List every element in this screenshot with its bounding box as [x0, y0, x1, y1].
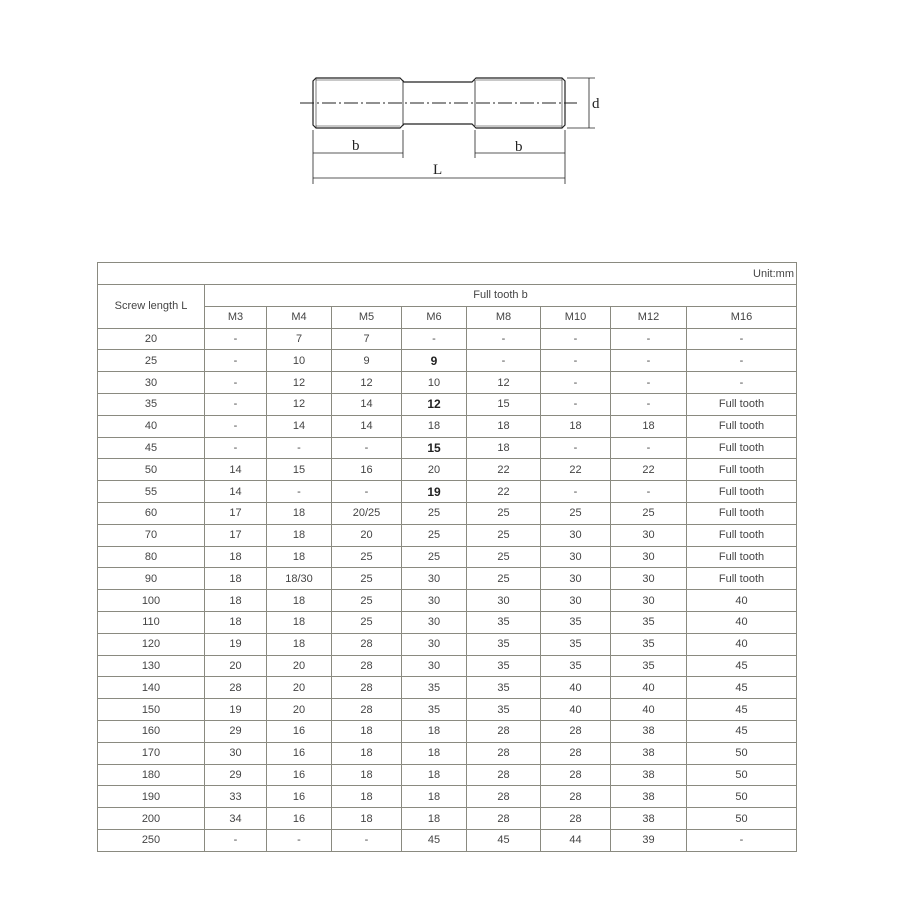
thread-length-cell: 25: [332, 568, 402, 590]
thread-length-cell: 28: [467, 720, 541, 742]
thread-length-cell: 18: [267, 524, 332, 546]
thread-length-cell: 22: [541, 459, 611, 481]
thread-length-cell: 29: [205, 720, 267, 742]
column-header-m4: M4: [267, 306, 332, 328]
thread-length-cell: -: [611, 481, 687, 503]
column-header-m8: M8: [467, 306, 541, 328]
thread-length-cell: Full tooth: [687, 502, 797, 524]
thread-length-cell: Full tooth: [687, 546, 797, 568]
thread-length-cell: 40: [611, 677, 687, 699]
b-left-label: b: [352, 138, 360, 154]
thread-length-cell: 28: [467, 786, 541, 808]
thread-length-cell: -: [332, 829, 402, 851]
thread-length-cell: 17: [205, 524, 267, 546]
thread-length-cell: 30: [402, 633, 467, 655]
thread-length-cell: 16: [267, 742, 332, 764]
thread-length-cell: 28: [467, 808, 541, 830]
screw-length-cell: 55: [98, 481, 205, 503]
thread-length-cell: 38: [611, 786, 687, 808]
thread-length-cell: 19: [205, 633, 267, 655]
thread-length-cell: 18: [332, 720, 402, 742]
thread-length-cell: 22: [467, 481, 541, 503]
thread-length-cell: 45: [687, 677, 797, 699]
thread-length-cell: -: [611, 393, 687, 415]
thread-length-cell: 25: [402, 502, 467, 524]
screw-length-cell: 170: [98, 742, 205, 764]
thread-length-cell: 19: [402, 481, 467, 503]
thread-length-cell: -: [611, 328, 687, 350]
thread-length-cell: -: [541, 437, 611, 459]
thread-length-cell: 12: [267, 372, 332, 394]
thread-length-cell: 39: [611, 829, 687, 851]
screw-length-cell: 120: [98, 633, 205, 655]
thread-length-cell: 25: [467, 568, 541, 590]
thread-length-cell: 28: [541, 764, 611, 786]
thread-length-cell: 35: [467, 677, 541, 699]
screw-length-cell: 200: [98, 808, 205, 830]
thread-length-cell: -: [541, 350, 611, 372]
thread-length-cell: 28: [205, 677, 267, 699]
thread-length-cell: 16: [267, 764, 332, 786]
thread-length-cell: -: [541, 481, 611, 503]
thread-length-cell: -: [332, 481, 402, 503]
thread-length-cell: 12: [332, 372, 402, 394]
table-row: [98, 437, 797, 459]
thread-length-cell: 25: [467, 546, 541, 568]
thread-length-cell: 28: [332, 633, 402, 655]
thread-length-cell: 30: [402, 655, 467, 677]
thread-length-cell: 20: [267, 677, 332, 699]
stud-bolt-diagram: [0, 0, 900, 220]
thread-length-cell: 18: [402, 720, 467, 742]
table-row: [98, 328, 797, 350]
thread-length-cell: 30: [402, 568, 467, 590]
thread-length-cell: 45: [402, 829, 467, 851]
table-row: [98, 350, 797, 372]
table-row: [98, 481, 797, 503]
thread-length-cell: 30: [611, 524, 687, 546]
screw-length-cell: 30: [98, 372, 205, 394]
thread-length-cell: 7: [332, 328, 402, 350]
thread-length-cell: 25: [332, 590, 402, 612]
thread-length-cell: 18: [402, 786, 467, 808]
screw-length-cell: 100: [98, 590, 205, 612]
thread-length-cell: 28: [332, 699, 402, 721]
table-row: [98, 829, 797, 851]
thread-length-cell: 45: [687, 655, 797, 677]
screw-length-cell: 190: [98, 786, 205, 808]
unit-label: Unit:mm: [98, 263, 797, 285]
thread-length-cell: 10: [402, 372, 467, 394]
thread-length-cell: 18: [205, 590, 267, 612]
thread-length-cell: 18/30: [267, 568, 332, 590]
column-header-m16: M16: [687, 306, 797, 328]
thread-length-cell: 30: [541, 590, 611, 612]
length-label: L: [433, 162, 443, 178]
thread-length-cell: 40: [611, 699, 687, 721]
table-row: [98, 655, 797, 677]
thread-length-cell: 18: [267, 502, 332, 524]
thread-length-cell: 35: [467, 655, 541, 677]
thread-length-cell: 18: [467, 415, 541, 437]
column-header-m10: M10: [541, 306, 611, 328]
thread-length-cell: 35: [402, 677, 467, 699]
thread-length-cell: 38: [611, 720, 687, 742]
thread-length-cell: 25: [402, 546, 467, 568]
thread-length-cell: 30: [541, 524, 611, 546]
thread-length-cell: Full tooth: [687, 415, 797, 437]
thread-length-cell: 16: [267, 808, 332, 830]
thread-length-cell: 45: [467, 829, 541, 851]
screw-length-cell: 80: [98, 546, 205, 568]
thread-length-cell: 14: [332, 393, 402, 415]
thread-length-cell: -: [205, 372, 267, 394]
thread-length-cell: -: [332, 437, 402, 459]
thread-length-cell: 28: [332, 677, 402, 699]
thread-length-cell: -: [467, 328, 541, 350]
thread-length-cell: 40: [541, 699, 611, 721]
thread-length-cell: 15: [267, 459, 332, 481]
thread-length-cell: 34: [205, 808, 267, 830]
thread-length-cell: 10: [267, 350, 332, 372]
thread-length-cell: 38: [611, 764, 687, 786]
table-row: [98, 546, 797, 568]
thread-length-cell: Full tooth: [687, 481, 797, 503]
thread-length-cell: 30: [467, 590, 541, 612]
thread-length-cell: 28: [541, 720, 611, 742]
table-row: [98, 699, 797, 721]
thread-length-cell: 20: [267, 699, 332, 721]
table-row: [98, 459, 797, 481]
thread-length-cell: 19: [205, 699, 267, 721]
thread-length-cell: 30: [611, 568, 687, 590]
thread-length-cell: 20/25: [332, 502, 402, 524]
thread-length-cell: -: [541, 372, 611, 394]
thread-length-cell: -: [205, 437, 267, 459]
thread-length-cell: 35: [467, 699, 541, 721]
table-row: [98, 677, 797, 699]
table-row: [98, 633, 797, 655]
table-row: [98, 764, 797, 786]
thread-length-cell: 50: [687, 764, 797, 786]
thread-length-cell: 9: [402, 350, 467, 372]
screw-length-cell: 180: [98, 764, 205, 786]
thread-length-cell: 28: [467, 742, 541, 764]
column-header-m6: M6: [402, 306, 467, 328]
screw-length-header: Screw length L: [98, 285, 205, 329]
thread-length-cell: 35: [611, 611, 687, 633]
thread-length-cell: 25: [402, 524, 467, 546]
thread-length-cell: 18: [402, 415, 467, 437]
thread-length-cell: Full tooth: [687, 459, 797, 481]
screw-length-cell: 130: [98, 655, 205, 677]
thread-length-cell: 18: [332, 764, 402, 786]
thread-length-cell: 25: [467, 524, 541, 546]
dimension-lines: [313, 78, 595, 184]
thread-length-cell: 18: [205, 546, 267, 568]
full-tooth-header: Full tooth b: [205, 285, 797, 307]
thread-length-cell: 30: [611, 546, 687, 568]
thread-length-cell: 25: [541, 502, 611, 524]
table-row: [98, 415, 797, 437]
thread-length-cell: -: [205, 350, 267, 372]
thread-length-cell: 18: [402, 764, 467, 786]
thread-length-cell: 18: [402, 808, 467, 830]
table-row: [98, 742, 797, 764]
thread-length-cell: Full tooth: [687, 568, 797, 590]
thread-length-cell: 30: [402, 590, 467, 612]
thread-length-cell: 35: [541, 611, 611, 633]
thread-length-cell: 16: [267, 786, 332, 808]
table-row: [98, 393, 797, 415]
table-row: [98, 502, 797, 524]
thread-length-cell: 28: [541, 808, 611, 830]
screw-length-cell: 25: [98, 350, 205, 372]
table-row: [98, 786, 797, 808]
thread-length-cell: 25: [332, 611, 402, 633]
thread-length-cell: -: [267, 437, 332, 459]
thread-length-cell: 14: [267, 415, 332, 437]
thread-length-cell: 18: [267, 590, 332, 612]
thread-length-cell: 28: [332, 655, 402, 677]
thread-length-cell: 16: [332, 459, 402, 481]
diameter-label: d: [592, 96, 600, 112]
screw-length-cell: 110: [98, 611, 205, 633]
column-header-m5: M5: [332, 306, 402, 328]
thread-length-cell: 50: [687, 786, 797, 808]
thread-length-cell: 20: [332, 524, 402, 546]
thread-length-cell: 40: [687, 590, 797, 612]
thread-length-cell: 38: [611, 742, 687, 764]
thread-length-cell: 45: [687, 699, 797, 721]
thread-length-cell: 22: [611, 459, 687, 481]
thread-length-cell: -: [205, 415, 267, 437]
screw-length-cell: 45: [98, 437, 205, 459]
table-body: [98, 328, 797, 851]
thread-length-cell: 18: [332, 786, 402, 808]
thread-length-cell: 18: [332, 808, 402, 830]
thread-length-cell: 18: [205, 568, 267, 590]
thread-length-cell: -: [267, 481, 332, 503]
screw-length-cell: 70: [98, 524, 205, 546]
table-row: [98, 808, 797, 830]
screw-length-cell: 40: [98, 415, 205, 437]
thread-length-cell: 40: [541, 677, 611, 699]
thread-length-cell: -: [267, 829, 332, 851]
thread-length-cell: 40: [687, 611, 797, 633]
thread-length-cell: -: [611, 437, 687, 459]
screw-length-cell: 90: [98, 568, 205, 590]
thread-length-cell: 18: [467, 437, 541, 459]
thread-length-cell: 25: [611, 502, 687, 524]
thread-length-cell: 12: [402, 393, 467, 415]
thread-length-cell: -: [611, 350, 687, 372]
thread-length-cell: 30: [541, 568, 611, 590]
thread-length-cell: 35: [467, 633, 541, 655]
thread-length-cell: 28: [541, 742, 611, 764]
thread-length-cell: 18: [332, 742, 402, 764]
thread-length-cell: -: [687, 829, 797, 851]
thread-length-cell: Full tooth: [687, 524, 797, 546]
thread-length-cell: 35: [611, 633, 687, 655]
thread-length-cell: 15: [467, 393, 541, 415]
screw-length-cell: 50: [98, 459, 205, 481]
screw-length-cell: 60: [98, 502, 205, 524]
thread-length-cell: 9: [332, 350, 402, 372]
thread-length-cell: 28: [467, 764, 541, 786]
thread-length-cell: 33: [205, 786, 267, 808]
table-row: [98, 611, 797, 633]
thread-length-cell: 35: [541, 633, 611, 655]
table-row: [98, 524, 797, 546]
thread-length-cell: 50: [687, 808, 797, 830]
table-row: [98, 568, 797, 590]
thread-length-cell: 14: [205, 481, 267, 503]
thread-length-cell: Full tooth: [687, 437, 797, 459]
thread-length-cell: 22: [467, 459, 541, 481]
thread-length-cell: 14: [332, 415, 402, 437]
thread-length-cell: 20: [267, 655, 332, 677]
table-row: [98, 590, 797, 612]
thread-length-cell: 44: [541, 829, 611, 851]
thread-length-cell: 15: [402, 437, 467, 459]
thread-length-cell: 17: [205, 502, 267, 524]
thread-length-cell: -: [687, 350, 797, 372]
thread-length-cell: 18: [402, 742, 467, 764]
thread-length-cell: -: [467, 350, 541, 372]
thread-length-cell: 18: [267, 546, 332, 568]
thread-length-cell: -: [541, 393, 611, 415]
thread-length-cell: 38: [611, 808, 687, 830]
thread-length-cell: 14: [205, 459, 267, 481]
thread-length-cell: -: [402, 328, 467, 350]
thread-length-cell: 18: [611, 415, 687, 437]
table-row: [98, 720, 797, 742]
thread-length-cell: 25: [332, 546, 402, 568]
thread-length-cell: 18: [541, 415, 611, 437]
thread-length-cell: Full tooth: [687, 393, 797, 415]
thread-length-cell: 30: [611, 590, 687, 612]
thread-length-cell: 28: [541, 786, 611, 808]
thread-length-cell: -: [205, 393, 267, 415]
screw-length-cell: 160: [98, 720, 205, 742]
thread-length-cell: 30: [541, 546, 611, 568]
thread-length-cell: 29: [205, 764, 267, 786]
thread-length-cell: 50: [687, 742, 797, 764]
thread-length-cell: -: [205, 829, 267, 851]
thread-length-cell: 30: [205, 742, 267, 764]
stud-length-table: [97, 262, 797, 852]
screw-length-cell: 250: [98, 829, 205, 851]
thread-length-cell: 30: [402, 611, 467, 633]
thread-length-cell: -: [687, 372, 797, 394]
thread-length-cell: 7: [267, 328, 332, 350]
thread-length-cell: 18: [267, 633, 332, 655]
thread-length-cell: 35: [611, 655, 687, 677]
thread-length-cell: 16: [267, 720, 332, 742]
column-header-m3: M3: [205, 306, 267, 328]
thread-length-cell: 35: [541, 655, 611, 677]
screw-length-cell: 35: [98, 393, 205, 415]
table-row: [98, 372, 797, 394]
thread-length-cell: 25: [467, 502, 541, 524]
thread-length-cell: -: [205, 328, 267, 350]
screw-length-cell: 20: [98, 328, 205, 350]
thread-length-cell: 45: [687, 720, 797, 742]
thread-length-cell: 18: [267, 611, 332, 633]
screw-length-cell: 150: [98, 699, 205, 721]
thread-length-cell: 35: [467, 611, 541, 633]
thread-length-cell: -: [611, 372, 687, 394]
thread-length-cell: 20: [205, 655, 267, 677]
thread-length-cell: 40: [687, 633, 797, 655]
thread-length-cell: -: [541, 328, 611, 350]
thread-length-cell: 12: [467, 372, 541, 394]
b-right-label: b: [515, 139, 523, 155]
thread-length-cell: -: [687, 328, 797, 350]
column-header-m12: M12: [611, 306, 687, 328]
thread-length-cell: 35: [402, 699, 467, 721]
thread-length-cell: 20: [402, 459, 467, 481]
screw-length-cell: 140: [98, 677, 205, 699]
thread-length-cell: 18: [205, 611, 267, 633]
thread-length-cell: 12: [267, 393, 332, 415]
